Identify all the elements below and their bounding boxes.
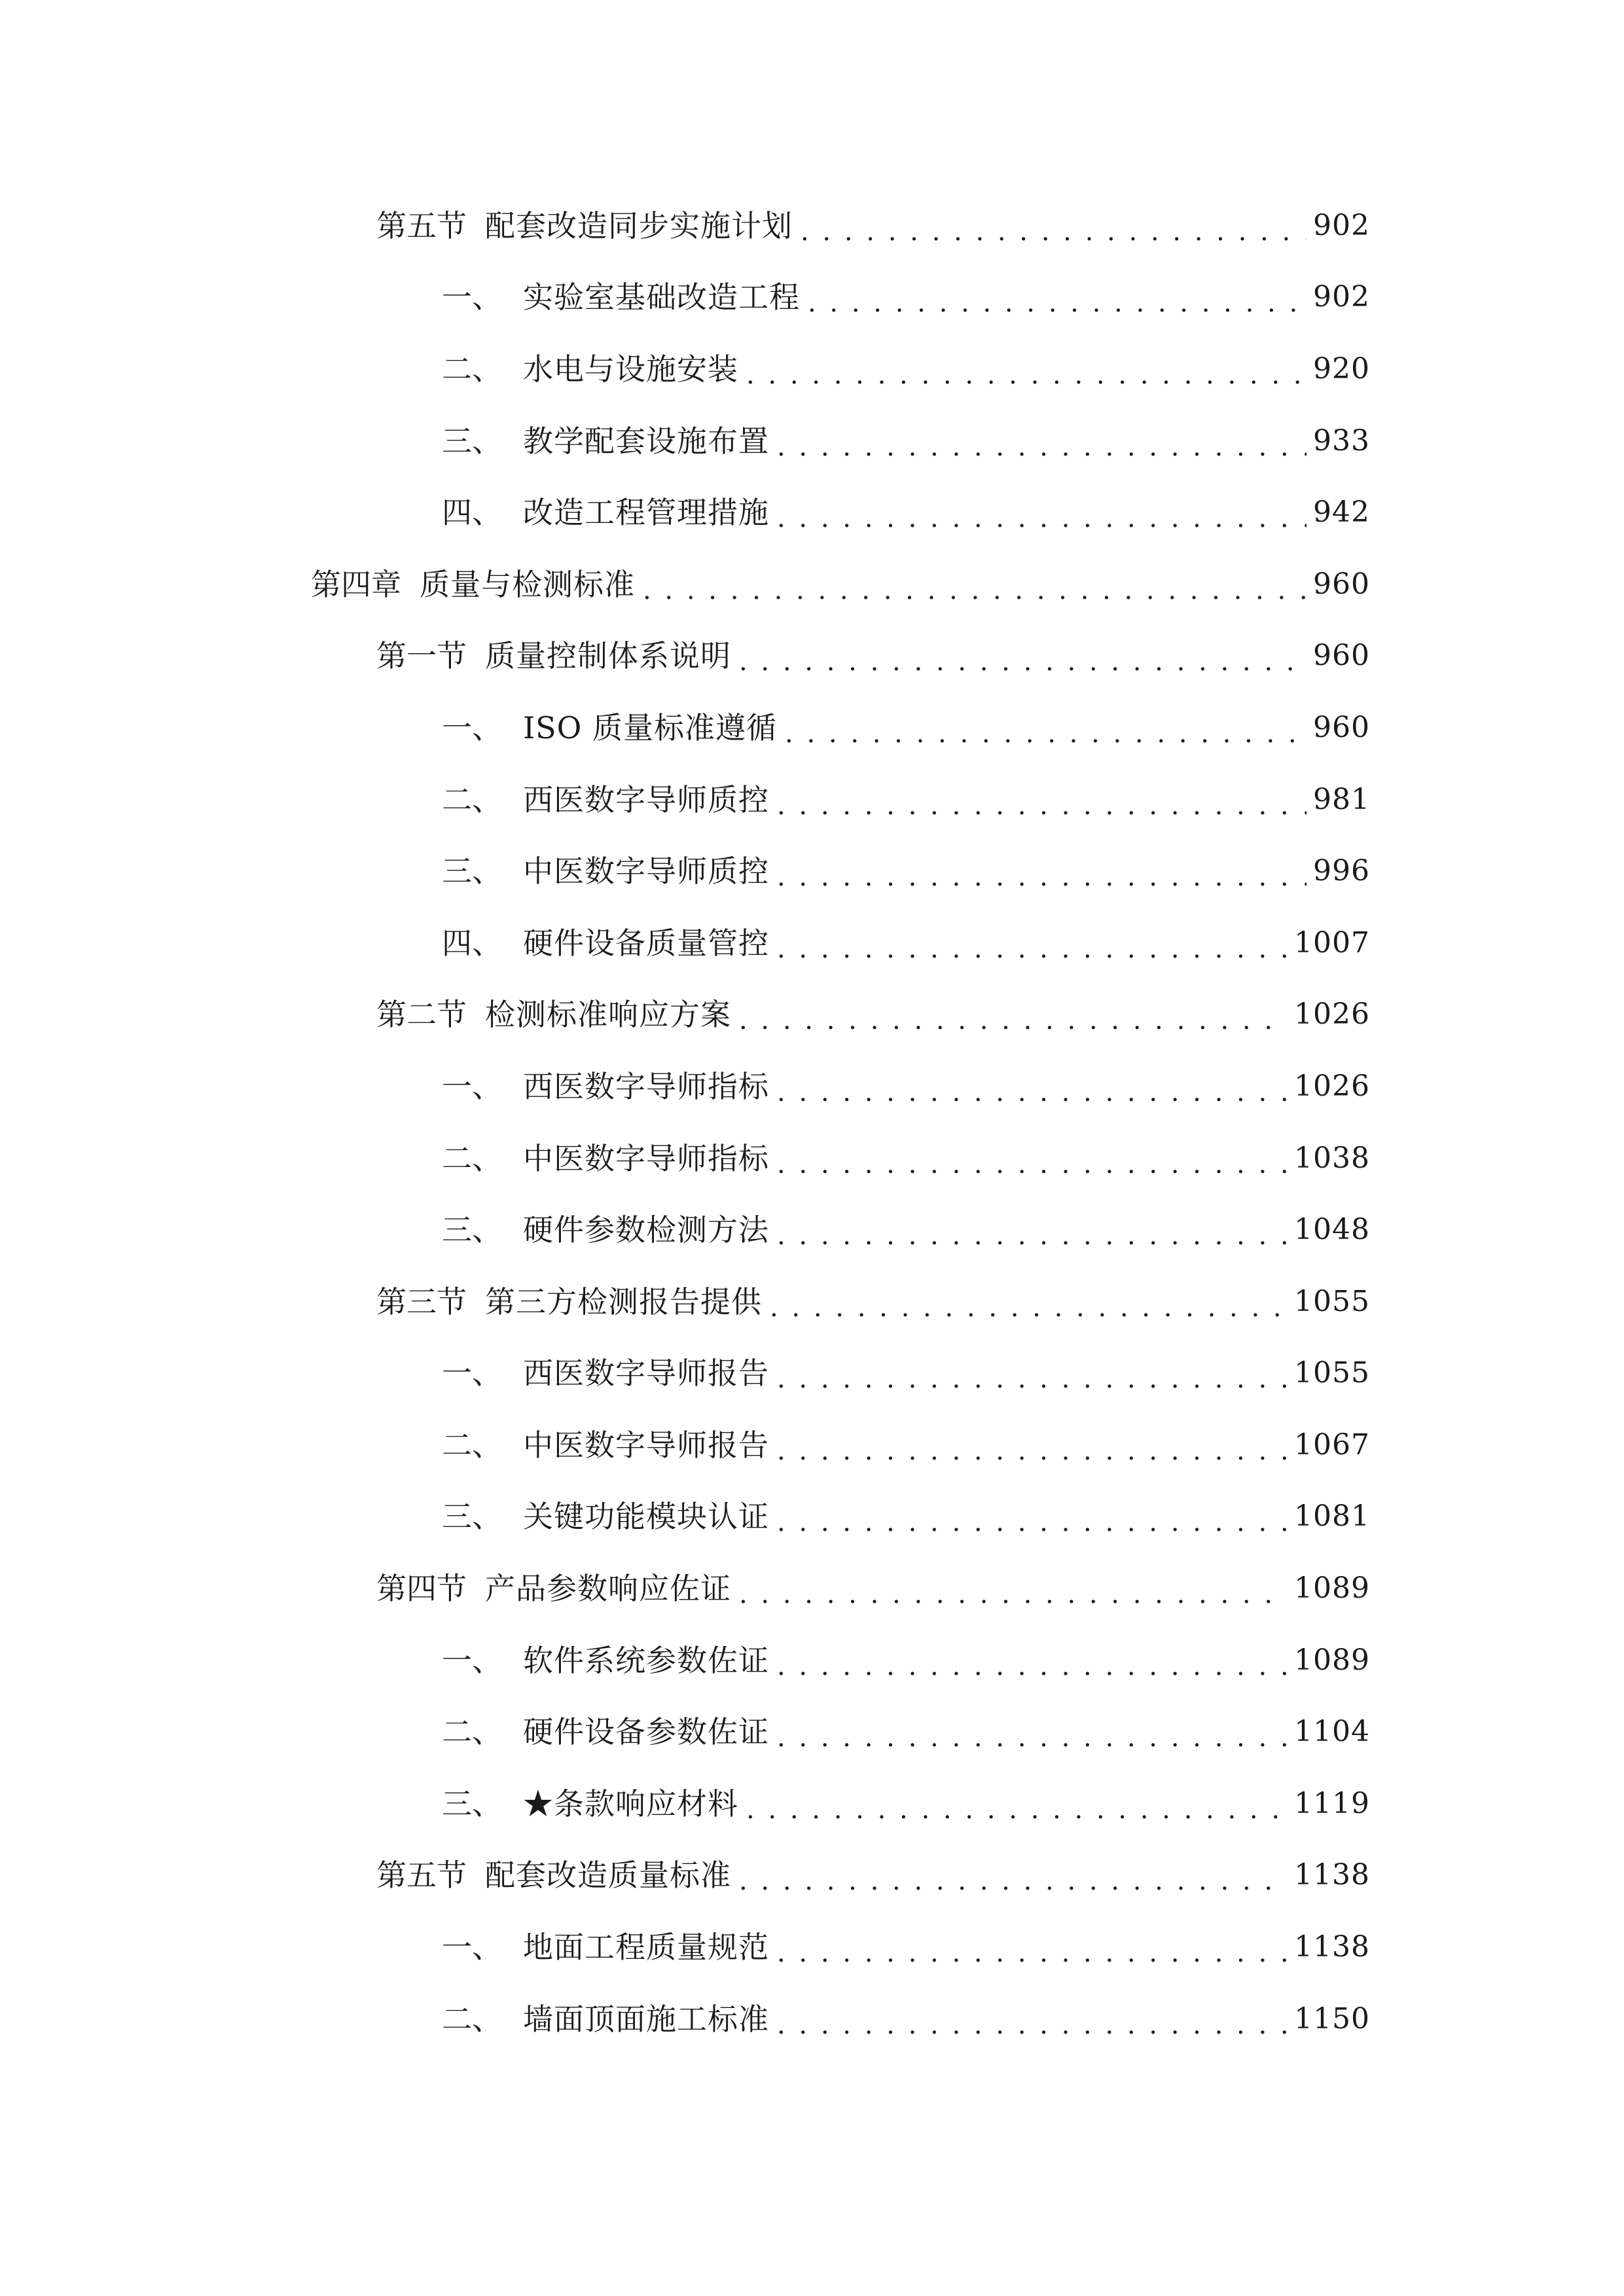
- toc-entry-number: 四、: [442, 925, 502, 961]
- toc-entry[interactable]: [0, 1696, 1370, 1768]
- toc-page-number: 1067: [1294, 1427, 1370, 1462]
- toc-dot-leader: [739, 645, 1307, 675]
- toc-entry-number: 二、: [442, 1714, 502, 1750]
- toc-entry-number: 一、: [442, 1929, 502, 1965]
- toc-entry-number: 二、: [442, 351, 502, 387]
- toc-entry-title: 质量与检测标准: [420, 566, 635, 602]
- toc-entry-title: 墙面顶面施工标准: [523, 2001, 769, 2037]
- toc-page-number: 1138: [1294, 1930, 1370, 1964]
- toc-entry-number: 第五节: [376, 207, 467, 243]
- toc-entry[interactable]: [0, 1552, 1370, 1624]
- toc-entry[interactable]: [0, 979, 1370, 1051]
- toc-entry-title: 配套改造同步实施计划: [485, 207, 793, 243]
- toc-entry[interactable]: [0, 405, 1370, 477]
- toc-entry[interactable]: [0, 1409, 1370, 1481]
- toc-page-number: 1081: [1294, 1499, 1370, 1534]
- toc-entry-number: 三、: [442, 853, 502, 889]
- toc-entry-title: 软件系统参数佐证: [523, 1642, 769, 1678]
- toc-entry-title: ISO 质量标准遵循: [523, 709, 778, 745]
- toc-entry-number: 四、: [442, 495, 502, 531]
- toc-entry[interactable]: [0, 1122, 1370, 1194]
- toc-entry-title: 西医数字导师报告: [523, 1355, 769, 1391]
- toc-page-number: 1138: [1294, 1858, 1370, 1892]
- toc-entry-title: 硬件设备质量管控: [523, 925, 769, 961]
- toc-entry-title: 关键功能模块认证: [523, 1499, 769, 1535]
- toc-page-number: 1119: [1294, 1786, 1370, 1820]
- toc-entry-title: 产品参数响应佐证: [485, 1571, 731, 1607]
- toc-entry-number: 二、: [442, 1427, 502, 1463]
- toc-entry-number: 第四节: [376, 1571, 467, 1607]
- toc-dot-leader: [746, 358, 1307, 388]
- toc-entry[interactable]: [0, 1840, 1370, 1912]
- toc-entry-title: 硬件参数检测方法: [523, 1212, 769, 1248]
- toc-page-number: 1026: [1294, 997, 1370, 1031]
- toc-dot-leader: [643, 573, 1307, 603]
- toc-entry[interactable]: [0, 476, 1370, 548]
- toc-page-number: 996: [1313, 854, 1370, 888]
- toc-page-number: 1055: [1294, 1284, 1370, 1318]
- toc-page-number: 1150: [1294, 2001, 1370, 2036]
- toc-entry-title: 检测标准响应方案: [485, 997, 731, 1033]
- toc-dot-leader: [777, 789, 1307, 819]
- toc-page-number: 902: [1313, 208, 1370, 242]
- toc-dot-leader: [777, 501, 1307, 531]
- toc-entry-number: 二、: [442, 781, 502, 817]
- toc-page-number: 1038: [1294, 1141, 1370, 1175]
- toc-dot-leader: [777, 1936, 1288, 1966]
- toc-dot-leader: [777, 932, 1288, 962]
- toc-entry-number: 一、: [442, 709, 502, 745]
- toc-entry-title: 第三方检测报告提供: [485, 1283, 762, 1319]
- toc-page-number: 960: [1313, 639, 1370, 673]
- toc-entry-number: 第五节: [376, 1857, 467, 1893]
- toc-entry-title: 配套改造质量标准: [485, 1857, 731, 1893]
- toc-entry-number: 第二节: [376, 997, 467, 1033]
- toc-dot-leader: [746, 1793, 1288, 1823]
- toc-entry[interactable]: [0, 262, 1370, 334]
- toc-entry-number: 一、: [442, 1355, 502, 1391]
- toc-dot-leader: [777, 2008, 1288, 2038]
- toc-entry-title: 中医数字导师报告: [523, 1427, 769, 1463]
- toc-entry[interactable]: [0, 333, 1370, 405]
- toc-entry-number: 第四章: [311, 566, 401, 602]
- toc-entry-title: 中医数字导师质控: [523, 853, 769, 889]
- toc-dot-leader: [777, 1362, 1288, 1392]
- toc-entry-title: 实验室基础改造工程: [523, 279, 800, 315]
- toc-entry-title: 质量控制体系说明: [485, 638, 731, 674]
- toc-page-number: 1089: [1294, 1643, 1370, 1677]
- toc-page-number: 1026: [1294, 1069, 1370, 1103]
- toc-dot-leader: [777, 1721, 1288, 1751]
- toc-dot-leader: [739, 1577, 1288, 1607]
- toc-entry-title: 改造工程管理措施: [523, 495, 769, 531]
- toc-entry-title: 西医数字导师指标: [523, 1068, 769, 1104]
- toc-entry[interactable]: [0, 1266, 1370, 1338]
- toc-entry-number: 三、: [442, 1785, 502, 1821]
- toc-entry-number: 三、: [442, 1499, 502, 1535]
- toc-dot-leader: [777, 1505, 1288, 1535]
- toc-page-number: 902: [1313, 280, 1370, 314]
- toc-entry[interactable]: [0, 548, 1370, 620]
- toc-entry[interactable]: [0, 1194, 1370, 1266]
- toc-entry[interactable]: [0, 1481, 1370, 1553]
- toc-entry[interactable]: [0, 190, 1370, 262]
- toc-entry-title: 硬件设备参数佐证: [523, 1714, 769, 1750]
- toc-entry-title: 中医数字导师指标: [523, 1140, 769, 1176]
- table-of-contents: [0, 190, 1624, 2054]
- toc-dot-leader: [777, 1147, 1288, 1177]
- toc-dot-leader: [801, 215, 1307, 245]
- toc-page-number: 960: [1313, 567, 1370, 601]
- toc-page-number: 1104: [1294, 1715, 1370, 1749]
- toc-dot-leader: [777, 1434, 1288, 1464]
- toc-entry-title: ★条款响应材料: [523, 1785, 738, 1821]
- toc-page-number: 981: [1313, 782, 1370, 816]
- toc-entry[interactable]: [0, 907, 1370, 979]
- toc-page-number: 960: [1313, 710, 1370, 744]
- toc-page-number: 1089: [1294, 1571, 1370, 1605]
- toc-entry-number: 一、: [442, 1068, 502, 1104]
- toc-page-number: 1055: [1294, 1356, 1370, 1390]
- toc-entry-title: 西医数字导师质控: [523, 781, 769, 817]
- toc-dot-leader: [777, 860, 1307, 890]
- toc-dot-leader: [777, 1075, 1288, 1105]
- toc-entry-number: 三、: [442, 423, 502, 459]
- toc-dot-leader: [777, 1649, 1288, 1679]
- toc-page-number: 942: [1313, 495, 1370, 529]
- toc-entry[interactable]: [0, 620, 1370, 692]
- toc-page-number: 1048: [1294, 1213, 1370, 1247]
- toc-entry-number: 一、: [442, 1642, 502, 1678]
- toc-entry[interactable]: [0, 1911, 1370, 1983]
- toc-entry[interactable]: [0, 692, 1370, 764]
- toc-dot-leader: [777, 1219, 1288, 1249]
- toc-page-number: 933: [1313, 423, 1370, 457]
- toc-entry-title: 教学配套设施布置: [523, 423, 769, 459]
- toc-entry[interactable]: [0, 835, 1370, 907]
- toc-dot-leader: [770, 1291, 1288, 1321]
- toc-entry-title: 地面工程质量规范: [523, 1929, 769, 1965]
- toc-entry-number: 一、: [442, 279, 502, 315]
- toc-entry-title: 水电与设施安装: [523, 351, 738, 387]
- toc-entry-number: 第一节: [376, 638, 467, 674]
- toc-dot-leader: [785, 717, 1307, 747]
- toc-page-number: 1007: [1294, 925, 1370, 960]
- toc-entry-number: 三、: [442, 1212, 502, 1248]
- toc-dot-leader: [739, 1003, 1288, 1033]
- toc-entry[interactable]: [0, 764, 1370, 836]
- toc-entry-number: 二、: [442, 1140, 502, 1176]
- toc-entry[interactable]: [0, 1050, 1370, 1122]
- toc-entry[interactable]: [0, 1768, 1370, 1840]
- toc-entry-number: 第三节: [376, 1283, 467, 1319]
- toc-dot-leader: [777, 430, 1307, 460]
- toc-entry[interactable]: [0, 1983, 1370, 2055]
- toc-page-number: 920: [1313, 351, 1370, 386]
- toc-entry-number: 二、: [442, 2001, 502, 2037]
- toc-dot-leader: [808, 286, 1307, 316]
- toc-entry[interactable]: [0, 1624, 1370, 1696]
- toc-entry[interactable]: [0, 1338, 1370, 1410]
- toc-dot-leader: [739, 1864, 1288, 1894]
